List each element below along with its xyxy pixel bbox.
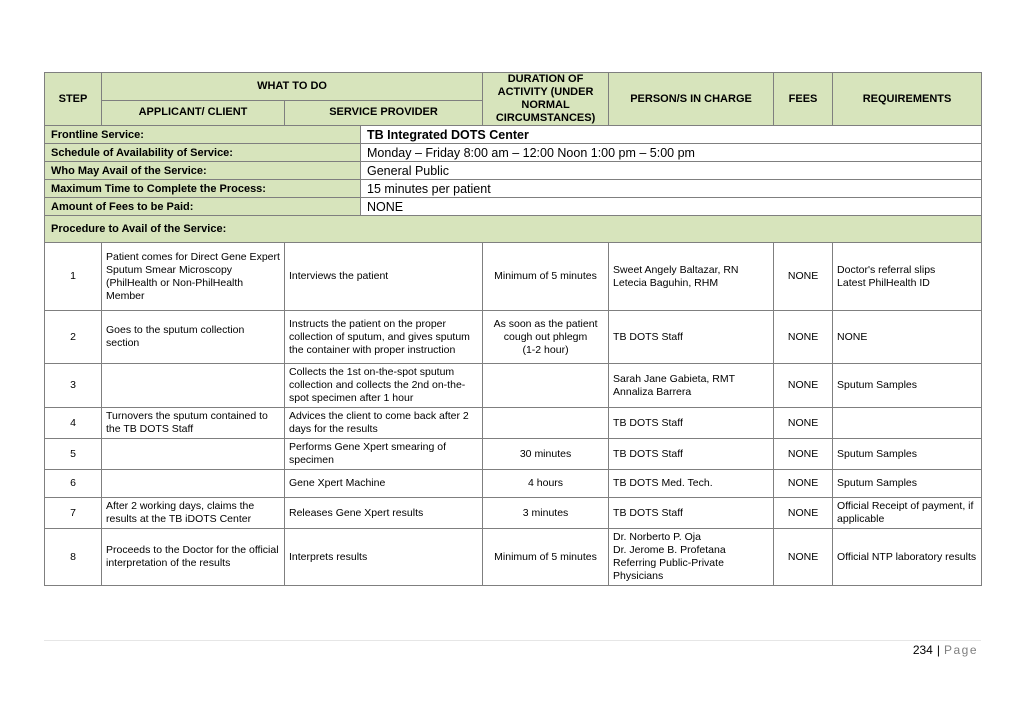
requirements-cell: NONE xyxy=(833,311,982,364)
step-cell: 8 xyxy=(45,529,102,586)
table-row xyxy=(45,529,982,586)
max-time-value: 15 minutes per patient xyxy=(361,180,982,198)
fees-header: FEES xyxy=(774,73,833,126)
applicant-cell xyxy=(102,470,285,498)
schedule-value: Monday – Friday 8:00 am – 12:00 Noon 1:00 pm – 5:00 pm xyxy=(361,144,982,162)
service-provider-cell: Advices the client to come back after 2 days for the results xyxy=(285,408,483,439)
person-in-charge-header: PERSON/S IN CHARGE xyxy=(609,73,774,126)
frontline-service-row xyxy=(45,126,982,144)
applicant-cell xyxy=(102,364,285,408)
service-provider-cell: Collects the 1st on-the-spot sputum collection and collects the 2nd on-the-spot specimen after 1 hour xyxy=(285,364,483,408)
requirements-cell: Official NTP laboratory results xyxy=(833,529,982,586)
table-row xyxy=(45,364,982,408)
table-row xyxy=(45,439,982,470)
fees-cell: NONE xyxy=(774,243,833,311)
person-in-charge-cell: Sweet Angely Baltazar, RN Letecia Baguhin, RHM xyxy=(609,243,774,311)
person-in-charge-cell: TB DOTS Staff xyxy=(609,311,774,364)
person-in-charge-cell: TB DOTS Med. Tech. xyxy=(609,470,774,498)
applicant-header: APPLICANT/ CLIENT xyxy=(102,100,285,125)
step-cell: 1 xyxy=(45,243,102,311)
who-may-avail-row xyxy=(45,162,982,180)
schedule-row xyxy=(45,144,982,162)
table-row xyxy=(45,498,982,529)
service-info-table xyxy=(44,72,982,586)
step-cell: 6 xyxy=(45,470,102,498)
duration-cell: 4 hours xyxy=(483,470,609,498)
procedure-row xyxy=(45,216,982,243)
fees-cell: NONE xyxy=(774,439,833,470)
requirements-cell: Official Receipt of payment, if applicable xyxy=(833,498,982,529)
fees-amount-value: NONE xyxy=(361,198,982,216)
fees-cell: NONE xyxy=(774,311,833,364)
max-time-row xyxy=(45,180,982,198)
schedule-label: Schedule of Availability of Service: xyxy=(45,144,361,162)
applicant-cell: Turnovers the sputum contained to the TB DOTS Staff xyxy=(102,408,285,439)
step-cell: 4 xyxy=(45,408,102,439)
fees-cell: NONE xyxy=(774,364,833,408)
duration-cell: Minimum of 5 minutes xyxy=(483,529,609,586)
who-may-avail-value: General Public xyxy=(361,162,982,180)
requirements-cell xyxy=(833,408,982,439)
applicant-cell: After 2 working days, claims the results at the TB iDOTS Center xyxy=(102,498,285,529)
step-cell: 2 xyxy=(45,311,102,364)
duration-cell xyxy=(483,364,609,408)
table-row xyxy=(45,408,982,439)
requirements-header: REQUIREMENTS xyxy=(833,73,982,126)
fees-cell: NONE xyxy=(774,498,833,529)
procedure-label: Procedure to Avail of the Service: xyxy=(45,216,982,243)
table-header-row xyxy=(45,73,982,101)
person-in-charge-cell: TB DOTS Staff xyxy=(609,498,774,529)
requirements-cell: Doctor's referral slips Latest PhilHealth ID xyxy=(833,243,982,311)
duration-header: DURATION OF ACTIVITY (UNDER NORMAL CIRCUMSTANCES) xyxy=(483,73,609,126)
step-cell: 5 xyxy=(45,439,102,470)
service-provider-cell: Performs Gene Xpert smearing of specimen xyxy=(285,439,483,470)
service-provider-cell: Instructs the patient on the proper collection of sputum, and gives sputum the container with proper instruction xyxy=(285,311,483,364)
page-number: 234 xyxy=(912,643,933,657)
frontline-service-value: TB Integrated DOTS Center xyxy=(361,126,982,144)
person-in-charge-cell: Sarah Jane Gabieta, RMT Annaliza Barrera xyxy=(609,364,774,408)
service-provider-header: SERVICE PROVIDER xyxy=(285,100,483,125)
footer-divider xyxy=(44,640,981,641)
service-provider-cell: Interprets results xyxy=(285,529,483,586)
page-label: Page xyxy=(943,643,978,657)
step-cell: 7 xyxy=(45,498,102,529)
who-may-avail-label: Who May Avail of the Service: xyxy=(45,162,361,180)
fees-amount-label: Amount of Fees to be Paid: xyxy=(45,198,361,216)
requirements-cell: Sputum Samples xyxy=(833,439,982,470)
applicant-cell: Proceeds to the Doctor for the official interpretation of the results xyxy=(102,529,285,586)
fees-amount-row xyxy=(45,198,982,216)
table-row xyxy=(45,470,982,498)
applicant-cell: Patient comes for Direct Gene Expert Sputum Smear Microscopy (PhilHealth or Non-PhilHealth Member xyxy=(102,243,285,311)
document-page xyxy=(44,72,981,586)
max-time-label: Maximum Time to Complete the Process: xyxy=(45,180,361,198)
page-footer xyxy=(913,643,978,657)
service-provider-cell: Interviews the patient xyxy=(285,243,483,311)
what-to-do-header: WHAT TO DO xyxy=(102,73,483,101)
step-cell: 3 xyxy=(45,364,102,408)
steps-table-body xyxy=(45,243,982,586)
step-header: STEP xyxy=(45,73,102,126)
fees-cell: NONE xyxy=(774,408,833,439)
fees-cell: NONE xyxy=(774,470,833,498)
applicant-cell: Goes to the sputum collection section xyxy=(102,311,285,364)
applicant-cell xyxy=(102,439,285,470)
table-row xyxy=(45,311,982,364)
table-row xyxy=(45,243,982,311)
person-in-charge-cell: TB DOTS Staff xyxy=(609,408,774,439)
requirements-cell: Sputum Samples xyxy=(833,364,982,408)
duration-cell: 3 minutes xyxy=(483,498,609,529)
footer-separator: | xyxy=(936,643,940,657)
service-provider-cell: Gene Xpert Machine xyxy=(285,470,483,498)
person-in-charge-cell: TB DOTS Staff xyxy=(609,439,774,470)
service-provider-cell: Releases Gene Xpert results xyxy=(285,498,483,529)
duration-cell xyxy=(483,408,609,439)
requirements-cell: Sputum Samples xyxy=(833,470,982,498)
frontline-service-label: Frontline Service: xyxy=(45,126,361,144)
fees-cell: NONE xyxy=(774,529,833,586)
duration-cell: As soon as the patient cough out phlegm (1-2 hour) xyxy=(483,311,609,364)
duration-cell: 30 minutes xyxy=(483,439,609,470)
person-in-charge-cell: Dr. Norberto P. Oja Dr. Jerome B. Profetana Referring Public-Private Physicians xyxy=(609,529,774,586)
duration-cell: Minimum of 5 minutes xyxy=(483,243,609,311)
